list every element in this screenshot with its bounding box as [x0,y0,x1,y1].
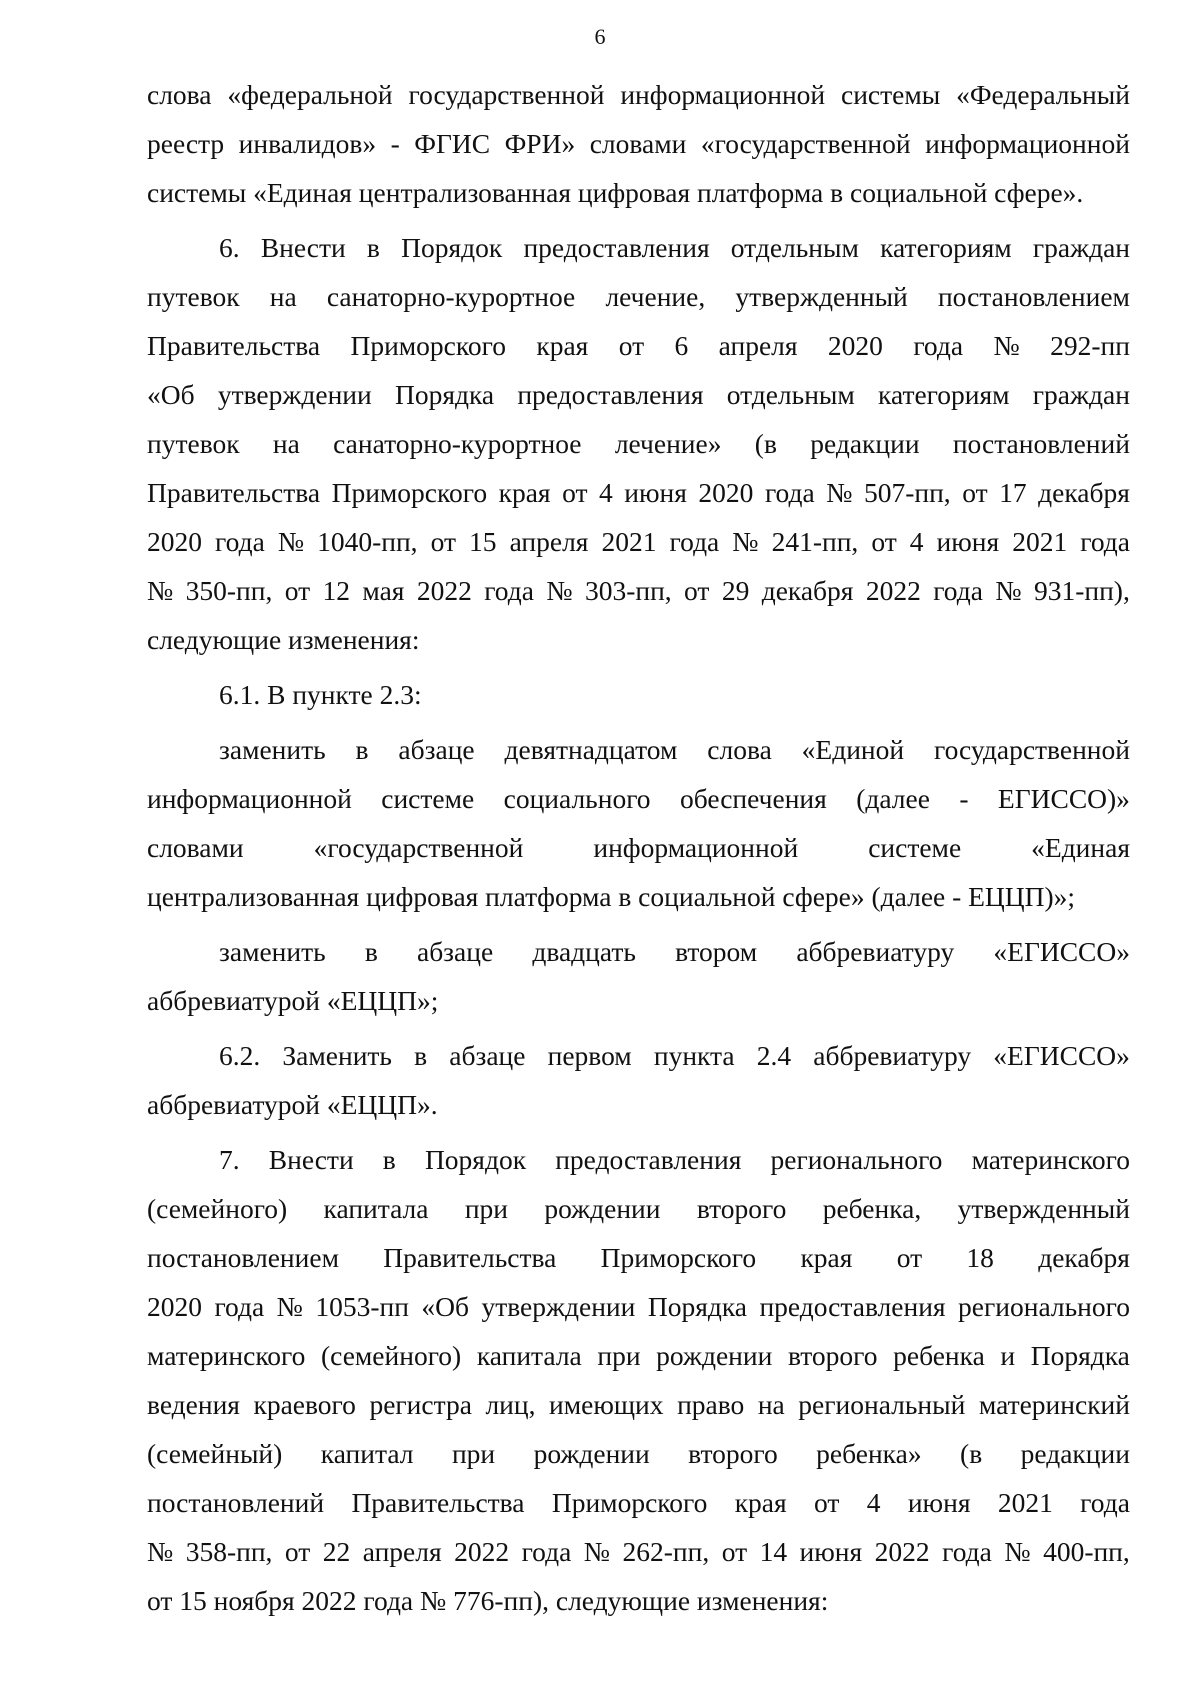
word: капитал [320,1438,414,1469]
word: 2021 [1012,526,1068,557]
text-line [147,1331,1130,1380]
word: 350-пп, [185,575,273,606]
word: материнский [978,1389,1130,1420]
text-line [147,566,1130,615]
word: ребенка, [822,1193,922,1224]
text-line [147,119,1130,168]
word: 4 [599,477,613,508]
word: от [814,1487,840,1518]
word: года [669,526,720,557]
word: № [546,575,573,606]
word: декабря [1038,477,1130,508]
word: информационной [620,79,826,110]
word: капитала [476,1340,582,1371]
word: - [959,783,969,814]
word: 2021 [601,526,657,557]
word: «Федеральный [956,79,1130,110]
word: на [757,1389,785,1420]
word: постановлений [952,428,1130,459]
word: декабря [761,575,854,606]
text-line: 6.1. В пункте 2.3: [219,679,422,710]
text-line [147,1184,1130,1233]
word: первом [547,1040,632,1071]
word: 2020 [147,1291,202,1322]
word: 262-пп, [622,1536,710,1567]
word: при [464,1193,508,1224]
word: (семейный) [147,1438,283,1469]
word: № [583,1536,611,1567]
word: (семейного) [321,1340,462,1371]
word: 6 [674,330,689,361]
word: года [214,1291,265,1322]
word: края [734,1487,787,1518]
word: материнского [147,1340,306,1371]
word: 1053-пп [315,1291,409,1322]
word: года [942,1536,992,1567]
word: 241-пп, [771,526,859,557]
word: от [684,575,710,606]
word: реестр [147,128,225,159]
word: лечение» [614,428,722,459]
word: от [284,1536,311,1567]
word: июня [936,526,1000,557]
word: 2021 [997,1487,1053,1518]
word: редакции [810,428,920,459]
word: № [276,1291,303,1322]
word: от [430,526,456,557]
word: лиц, [485,1389,536,1420]
word: ведения [147,1389,240,1420]
word: «Об [147,379,195,410]
word: 1040-пп, [317,526,418,557]
text-line [147,1233,1130,1282]
word: года [913,330,964,361]
word: Правительства [147,477,321,508]
word: 22 [322,1536,351,1567]
word: абзаце [398,734,475,765]
word: от [896,1242,923,1273]
word: Порядка [394,379,495,410]
word: 303-пп, [584,575,672,606]
word: 14 [759,1536,788,1567]
word: рождении [533,1438,650,1469]
word: края [536,330,589,361]
word: мая [362,575,405,606]
word: «федеральной [227,79,393,110]
word: № [147,575,174,606]
word: 2022 [416,575,472,606]
word: социального [503,783,651,814]
text-line [147,1282,1130,1331]
word: апреля [509,526,589,557]
word: Порядок [424,1144,527,1175]
text-line [147,468,1130,517]
word: регионального [770,1144,943,1175]
word: ребенка [893,1340,985,1371]
text-line: аббревиатурой «ЕЦЦП»; [147,985,439,1016]
word: аббревиатуру [813,1040,972,1071]
word: от [871,526,897,557]
word: 2020 [147,526,202,557]
text-line: от 15 ноября 2022 года № 776-пп), следующие изменения: [147,1585,829,1616]
word: при [451,1438,496,1469]
word: информационной [593,832,799,863]
word: от [618,330,645,361]
text-line: следующие изменения: [147,624,420,655]
word: пункта [653,1040,735,1071]
word: № [147,1536,174,1567]
word: 2022 [874,1536,930,1567]
word: от [962,477,988,508]
text-line: системы «Единая централизованная цифровая платформа в социальной сфере». [147,177,1084,208]
word: регионального [958,1291,1130,1322]
word: при [597,1340,641,1371]
word: граждан [1032,379,1130,410]
word: года [521,1536,572,1567]
word: слова [707,734,772,765]
word: слова [147,79,212,110]
word: года [1080,1487,1130,1518]
word: имеющих [549,1389,664,1420]
text-line: централизованная цифровая платформа в социальной сфере» (далее - ЕЦЦП)»; [147,881,1076,912]
text-line [147,419,1130,468]
word: декабря [1038,1242,1130,1273]
word: в [364,936,378,967]
word: инвалидов» [238,128,377,159]
word: от [721,1536,748,1567]
word: 931-пп), [1033,575,1130,606]
word: № [826,477,853,508]
text-line [147,517,1130,566]
word: 507-пп, [863,477,951,508]
word: на [272,428,300,459]
word: лечение, [605,281,706,312]
word: втором [675,936,758,967]
word: 6.2. [219,1040,261,1071]
word: апреля [362,1536,442,1567]
word: словами [589,128,687,159]
word: Приморского [350,330,506,361]
word: года [1080,526,1130,557]
word: 2020 [698,477,754,508]
word: санаторно-курортное [333,428,582,459]
word: 18 [966,1242,994,1273]
word: № [993,330,1020,361]
word: 400-пп, [1043,1536,1130,1567]
word: путевок [147,428,240,459]
word: Внести [268,1144,354,1175]
word: «ЕГИССО» [993,1040,1130,1071]
word: 12 [322,575,350,606]
word: словами [147,832,244,863]
word: двадцать [532,936,636,967]
word: 4 [909,526,924,557]
word: утверждении [481,1291,636,1322]
word: 292-пп [1050,330,1130,361]
word: утвержденный [957,1193,1130,1224]
word: «ЕГИССО» [993,936,1130,967]
word: второго [787,1340,878,1371]
word: «Об [421,1291,470,1322]
word: рождении [544,1193,661,1224]
text-line [147,1527,1130,1576]
word: системе [381,783,475,814]
word: (семейного) [147,1193,288,1224]
word: апреля [718,330,798,361]
word: (далее [856,783,930,814]
word: предоставления [523,232,710,263]
word: заменить [219,936,326,967]
word: № [277,526,305,557]
word: ФРИ» [504,128,576,159]
word: утверждении [217,379,372,410]
word: постановлением [937,281,1130,312]
text-line [147,1478,1130,1527]
word: ребенка» [816,1438,922,1469]
word: края [800,1242,853,1273]
page-number: 6 [594,24,606,49]
word: от [284,575,311,606]
word: июня [624,477,687,508]
word: государственной [934,734,1130,765]
word: постановлений [147,1487,325,1518]
word: регистра [369,1389,472,1420]
word: № [995,575,1022,606]
word: в [366,232,380,263]
word: июня [907,1487,971,1518]
word: (в [754,428,777,459]
word: категориям [878,379,1010,410]
word: рождении [656,1340,773,1371]
word: санаторно-курортное [326,281,576,312]
word: заменить [219,734,326,765]
word: в [382,1144,396,1175]
word: Порядка [1030,1340,1130,1371]
word: категориям [880,232,1012,263]
word: ЕГИССО)» [997,783,1130,814]
word: второго [688,1438,778,1469]
word: 15 [469,526,497,557]
word: предоставления [555,1144,742,1175]
word: года [764,477,815,508]
text-line [147,823,1130,872]
word: «государственной [700,128,911,159]
word: предоставления [517,379,704,410]
word: путевок [147,281,240,312]
word: ФГИС [414,128,491,159]
word: № [732,526,759,557]
word: и [1000,1340,1016,1371]
word: абзаце [416,936,494,967]
word: отдельным [730,232,859,263]
word: второго [696,1193,787,1224]
word: июня [799,1536,863,1567]
word: утвержденный [735,281,908,312]
word: Правительства [351,1487,525,1518]
word: информационной [147,783,352,814]
word: в [414,1040,428,1071]
word: «Единая [1031,832,1130,863]
word: системы [841,79,941,110]
word: Правительства [147,330,321,361]
word: Заменить [282,1040,392,1071]
word: года [484,575,534,606]
word: капитала [323,1193,429,1224]
text-line [147,774,1130,823]
word: Приморского [600,1242,757,1273]
text-line [147,1380,1130,1429]
word: на [269,281,297,312]
word: обеспечения [679,783,827,814]
word: отдельным [726,379,855,410]
word: 2020 [827,330,883,361]
text-line: аббревиатурой «ЕЦЦП». [147,1089,438,1120]
word: системе [868,832,962,863]
word: Порядок [401,232,503,263]
word: краевого [253,1389,356,1420]
word: 2022 [865,575,921,606]
word: абзаце [449,1040,526,1071]
text-line [147,1031,1130,1080]
text-line [147,927,1130,976]
word: «государственной [313,832,524,863]
text-line [147,370,1130,419]
word: - [390,128,400,159]
text-line [147,1135,1130,1184]
word: 358-пп, [185,1536,273,1567]
word: граждан [1032,232,1130,263]
word: «Единой [801,734,905,765]
word: края [498,477,551,508]
word: Приморского [331,477,488,508]
word: информационной [925,128,1130,159]
word: 6. [219,232,240,263]
word: (в [960,1438,983,1469]
word: года [215,526,265,557]
word: девятнадцатом [504,734,678,765]
text-line [147,70,1130,119]
text-line [147,321,1130,370]
word: года [933,575,983,606]
word: редакции [1020,1438,1130,1469]
word: государственной [408,79,605,110]
text-line [147,1429,1130,1478]
word: Приморского [551,1487,708,1518]
text-line [147,272,1130,321]
document-body [147,70,1130,1625]
word: предоставления [759,1291,946,1322]
word: в [355,734,369,765]
word: от [562,477,588,508]
text-line [147,725,1130,774]
word: 17 [999,477,1027,508]
word: 2.4 [756,1040,792,1071]
word: 4 [866,1487,881,1518]
word: региональный [798,1389,966,1420]
word: постановлением [147,1242,339,1273]
word: право [677,1389,745,1420]
word: 29 [721,575,750,606]
word: аббревиатуру [796,936,955,967]
word: 7. [219,1144,240,1175]
word: материнского [971,1144,1130,1175]
word: Правительства [383,1242,557,1273]
word: Внести [260,232,346,263]
word: № [1004,1536,1031,1567]
word: Порядка [647,1291,747,1322]
text-line [147,223,1130,272]
word: 2022 [454,1536,510,1567]
